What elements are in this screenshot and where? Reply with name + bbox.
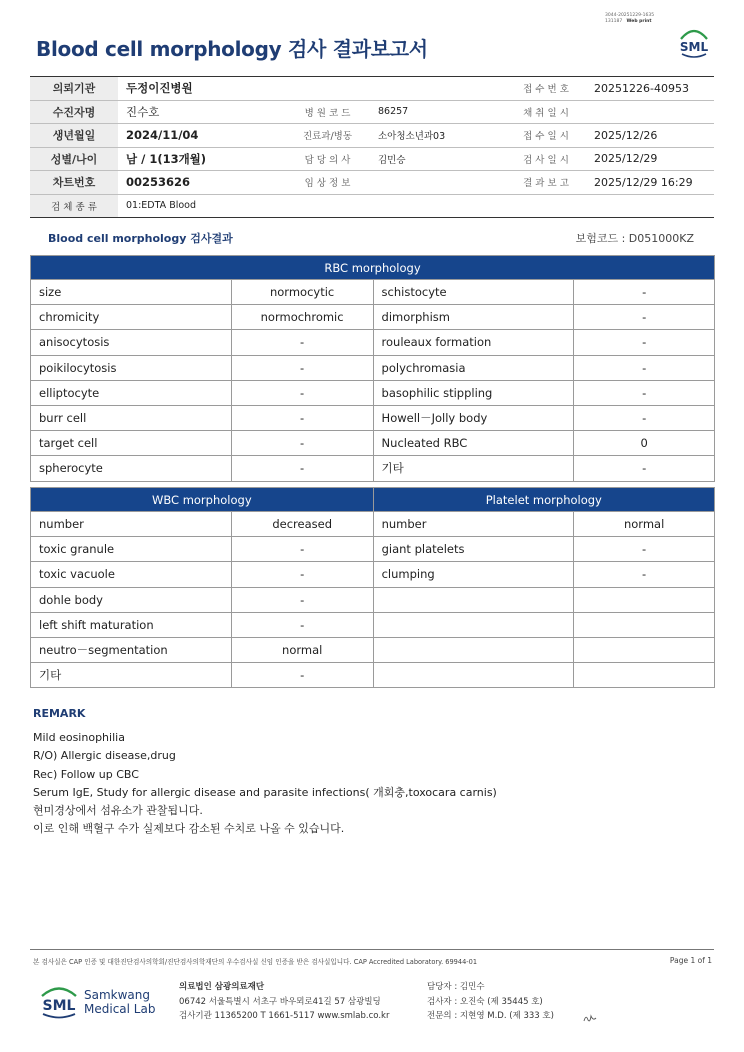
result-cell	[574, 663, 715, 688]
remark-title: REMARK	[33, 707, 86, 720]
info-label: 검 사 일 시	[506, 147, 586, 171]
svg-text:SML: SML	[679, 40, 709, 54]
samkwang-logo-icon	[36, 981, 82, 1021]
result-cell: -	[574, 355, 715, 380]
item-cell: poikilocytosis	[31, 355, 232, 380]
info-label: 진료과/병동	[285, 124, 370, 148]
result-cell: -	[231, 456, 373, 481]
info-label: 임 상 정 보	[285, 171, 370, 195]
remark-line: Rec) Follow up CBC	[33, 767, 139, 781]
info-value: 2025/12/29 16:29	[586, 171, 714, 195]
info-label: 수진자명	[30, 100, 118, 124]
wbc-platelet-morphology-table	[30, 487, 715, 688]
web-print-label: Web print	[626, 19, 652, 24]
item-cell: left shift maturation	[31, 612, 232, 637]
item-cell: neutro－segmentation	[31, 637, 232, 662]
result-cell: -	[231, 330, 373, 355]
result-cell: -	[574, 330, 715, 355]
info-value: 소아청소년과03	[370, 124, 506, 148]
item-cell: Howell－Jolly body	[373, 405, 574, 430]
result-cell: -	[574, 380, 715, 405]
lab-address-block	[179, 980, 389, 1024]
info-value: 86257	[370, 100, 506, 124]
info-value	[370, 77, 506, 101]
results-heading: Blood cell morphology 검사결과	[48, 232, 233, 245]
item-cell: burr cell	[31, 405, 232, 430]
staff-block	[427, 980, 554, 1024]
result-cell: -	[231, 431, 373, 456]
info-label: 의뢰기관	[30, 77, 118, 101]
info-value: 2024/11/04	[118, 124, 285, 148]
remark-text	[33, 729, 497, 839]
staff-specialist: 전문의 : 지현영 M.D. (제 333 호)	[427, 1011, 554, 1021]
item-cell: spherocyte	[31, 456, 232, 481]
rbc-morphology-table	[30, 255, 715, 482]
info-value: 김민승	[370, 147, 506, 171]
result-cell: normochromic	[231, 305, 373, 330]
info-row	[30, 100, 714, 124]
item-cell: chromicity	[31, 305, 232, 330]
result-cell	[574, 587, 715, 612]
item-cell: basophilic stippling	[373, 380, 574, 405]
item-cell: dimorphism	[373, 305, 574, 330]
info-value: 00253626	[118, 171, 285, 195]
table-row	[31, 562, 715, 587]
info-row-specimen	[30, 194, 714, 218]
document-id	[605, 13, 654, 25]
specimen-value: 01:EDTA Blood	[118, 194, 714, 218]
info-value: 남 / 1(13개월)	[118, 147, 285, 171]
result-cell: 0	[574, 431, 715, 456]
item-cell: number	[31, 512, 232, 537]
page-number: Page 1 of 1	[669, 956, 712, 965]
item-cell: giant platelets	[373, 537, 574, 562]
result-cell: -	[574, 305, 715, 330]
table-row	[31, 512, 715, 537]
result-cell	[574, 612, 715, 637]
info-value: 2025/12/26	[586, 124, 714, 148]
info-label	[285, 77, 370, 101]
item-cell: number	[373, 512, 574, 537]
table-row	[31, 330, 715, 355]
info-label: 접 수 일 시	[506, 124, 586, 148]
result-cell: -	[574, 405, 715, 430]
item-cell: schistocyte	[373, 280, 574, 305]
table-row	[31, 280, 715, 305]
info-row	[30, 147, 714, 171]
item-cell	[373, 612, 574, 637]
result-cell: normocytic	[231, 280, 373, 305]
specimen-label: 검 체 종 류	[30, 194, 118, 218]
item-cell	[373, 587, 574, 612]
table-row	[31, 431, 715, 456]
info-value: 두정이진병원	[118, 77, 285, 101]
org-name: 의료법인 삼광의료재단	[179, 982, 265, 992]
result-cell: -	[574, 537, 715, 562]
info-value: 20251226-40953	[586, 77, 714, 101]
info-row	[30, 171, 714, 195]
document-id-line2: 131187	[605, 19, 623, 24]
accreditation-note: 본 검사실은 CAP 인증 및 대한진단검사의학회/진단검사의학재단의 우수검사실 신임 인증을 받은 검사실입니다. CAP Accredited Laboratory. 69944-01	[33, 958, 478, 966]
item-cell: toxic granule	[31, 537, 232, 562]
item-cell: size	[31, 280, 232, 305]
lab-name-line2: Medical Lab	[84, 1001, 156, 1016]
wbc-header: WBC morphology	[31, 488, 374, 512]
document-id-line1: 3044-20251229-1635	[605, 13, 655, 18]
result-cell	[574, 637, 715, 662]
footer-divider	[30, 949, 714, 950]
item-cell: 기타	[373, 456, 574, 481]
item-cell: target cell	[31, 431, 232, 456]
signature-icon	[582, 1012, 598, 1024]
info-label: 차트번호	[30, 171, 118, 195]
info-value	[586, 100, 714, 124]
patient-info-table	[30, 76, 714, 218]
result-cell: -	[231, 355, 373, 380]
result-cell: -	[574, 562, 715, 587]
result-cell: -	[231, 612, 373, 637]
remark-line: 현미경상에서 섬유소가 관찰됩니다.	[33, 804, 203, 818]
lab-contact: 검사기관 11365200 T 1661-5117 www.smlab.co.kr	[179, 1011, 390, 1021]
item-cell: anisocytosis	[31, 330, 232, 355]
item-cell: elliptocyte	[31, 380, 232, 405]
sml-logo-icon	[676, 26, 712, 60]
table-row	[31, 612, 715, 637]
staff-tester: 검사자 : 오진숙 (제 35445 호)	[427, 996, 543, 1007]
info-value	[370, 171, 506, 195]
table-row	[31, 456, 715, 481]
staff-manager: 담당자 : 김민수	[427, 982, 485, 992]
info-label: 채 취 일 시	[506, 100, 586, 124]
result-cell: -	[574, 280, 715, 305]
remark-line: R/O) Allergic disease,drug	[33, 749, 176, 763]
item-cell: Nucleated RBC	[373, 431, 574, 456]
info-label: 접 수 번 호	[506, 77, 586, 101]
remark-line: 이로 인해 백혈구 수가 실제보다 감소된 수치로 나올 수 있습니다.	[33, 822, 345, 836]
item-cell: toxic vacuole	[31, 562, 232, 587]
table-row	[31, 663, 715, 688]
item-cell: rouleaux formation	[373, 330, 574, 355]
platelet-header: Platelet morphology	[373, 488, 714, 512]
table-row	[31, 380, 715, 405]
table-row	[31, 405, 715, 430]
table-row	[31, 587, 715, 612]
item-cell	[373, 637, 574, 662]
info-label: 성별/나이	[30, 147, 118, 171]
remark-line: Mild eosinophilia	[33, 731, 125, 744]
result-cell: normal	[231, 637, 373, 662]
lab-address: 06742 서울특별시 서초구 바우뫼로41길 57 삼광빌딩	[179, 996, 381, 1007]
item-cell	[373, 663, 574, 688]
result-cell: -	[231, 587, 373, 612]
table-row	[31, 305, 715, 330]
rbc-header: RBC morphology	[31, 256, 715, 280]
info-row	[30, 77, 714, 101]
table-row	[31, 355, 715, 380]
item-cell: dohle body	[31, 587, 232, 612]
remark-line: Serum IgE, Study for allergic disease and parasite infections( 개회충,toxocara carnis)	[33, 785, 497, 799]
svg-text:SML: SML	[42, 998, 76, 1014]
lab-name-line1: Samkwang	[84, 988, 150, 1002]
report-title: Blood cell morphology 검사 결과보고서	[36, 37, 428, 61]
result-cell: -	[231, 537, 373, 562]
result-cell: -	[231, 562, 373, 587]
info-row	[30, 124, 714, 148]
info-label: 담 당 의 사	[285, 147, 370, 171]
result-cell: -	[231, 405, 373, 430]
lab-name	[84, 989, 155, 1016]
result-cell: decreased	[231, 512, 373, 537]
insurance-code: 보험코드 : D051000KZ	[575, 232, 694, 245]
info-label: 결 과 보 고	[506, 171, 586, 195]
result-cell: normal	[574, 512, 715, 537]
info-label: 병 원 코 드	[285, 100, 370, 124]
result-cell: -	[231, 380, 373, 405]
item-cell: clumping	[373, 562, 574, 587]
result-cell: -	[574, 456, 715, 481]
table-row	[31, 537, 715, 562]
info-value: 진수호	[118, 100, 285, 124]
item-cell: polychromasia	[373, 355, 574, 380]
info-value: 2025/12/29	[586, 147, 714, 171]
info-label: 생년월일	[30, 124, 118, 148]
table-row	[31, 637, 715, 662]
item-cell: 기타	[31, 663, 232, 688]
result-cell: -	[231, 663, 373, 688]
